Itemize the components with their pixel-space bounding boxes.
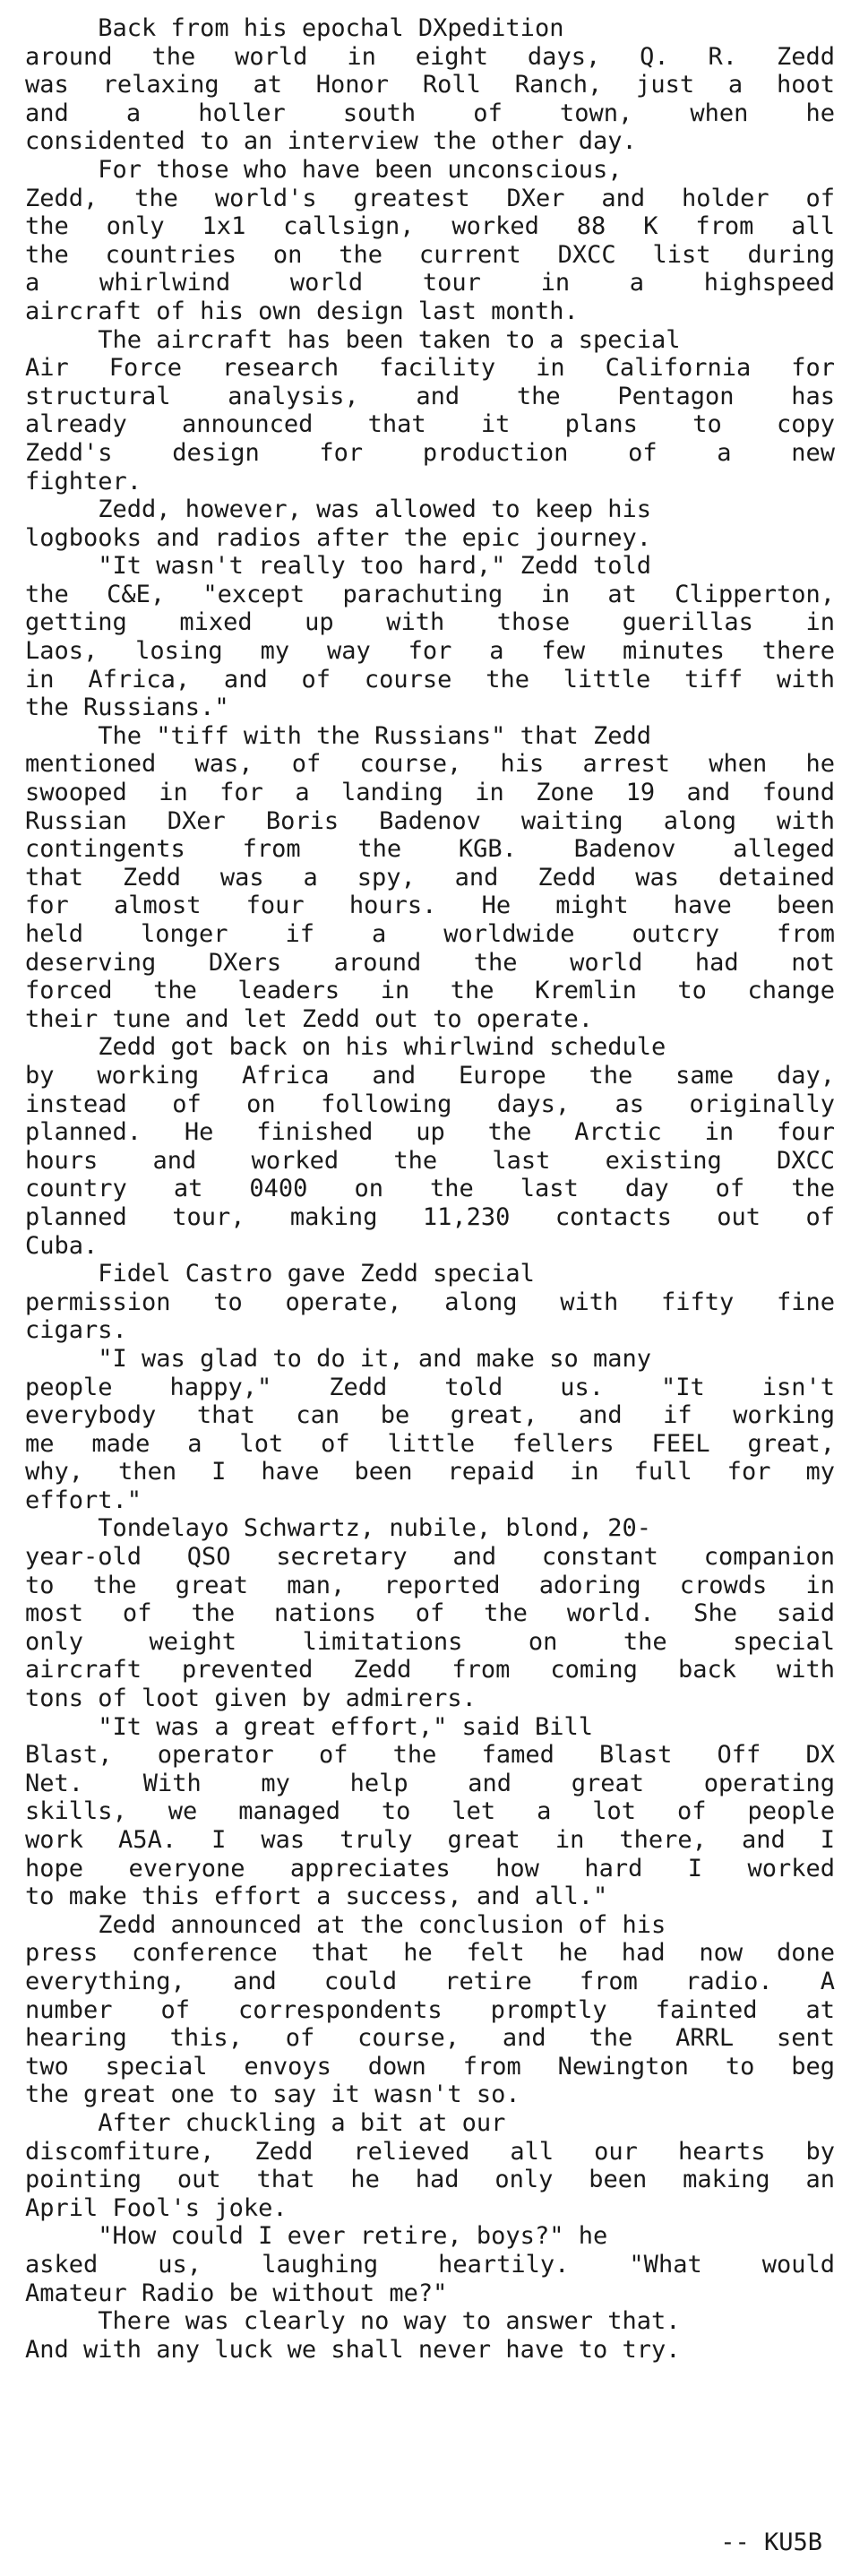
text-line: Zedd's design for production of a new bbox=[25, 438, 835, 467]
paragraph bbox=[25, 1033, 835, 1260]
text-line: work A5A. I was truly great in there, and I bbox=[25, 1826, 835, 1854]
text-line: people happy," Zedd told us. "It isn't bbox=[25, 1373, 835, 1401]
paragraph bbox=[25, 2222, 835, 2307]
text-line: hours and worked the last existing DXCC bbox=[25, 1146, 835, 1175]
text-line: forced the leaders in the Kremlin to change bbox=[25, 977, 835, 1005]
text-line: the C&E, "except parachuting in at Clipperton, bbox=[25, 580, 835, 608]
text-line: Zedd, however, was allowed to keep his bbox=[25, 495, 651, 524]
text-line: why, then I have been repaid in full for my bbox=[25, 1458, 835, 1486]
text-line: year-old QSO secretary and constant companion bbox=[25, 1543, 835, 1572]
paragraph bbox=[25, 1514, 835, 1712]
paragraph bbox=[25, 495, 835, 552]
text-line: Net. With my help and great operating bbox=[25, 1769, 835, 1797]
text-line: their tune and let Zedd out to operate. bbox=[25, 1004, 593, 1033]
paragraph bbox=[25, 1345, 835, 1515]
text-line: "It was a great effort," said Bill bbox=[25, 1712, 593, 1741]
text-line: hope everyone appreciates how hard I worked bbox=[25, 1854, 835, 1882]
text-line: Amateur Radio be without me?" bbox=[25, 2279, 448, 2307]
text-line: planned tour, making 11,230 contacts out of bbox=[25, 1202, 835, 1231]
paragraph bbox=[25, 2307, 835, 2364]
text-line: getting mixed up with those guerillas in bbox=[25, 608, 835, 637]
paragraph bbox=[25, 552, 835, 722]
text-line: permission to operate, along with fifty fine bbox=[25, 1288, 835, 1316]
text-line: considented to an interview the other day. bbox=[25, 127, 637, 156]
paragraph bbox=[25, 1911, 835, 2109]
text-line: fighter. bbox=[25, 467, 142, 495]
text-line: a whirlwind world tour in a highspeed bbox=[25, 269, 835, 297]
text-line: around the world in eight days, Q. R. Zedd bbox=[25, 42, 835, 71]
text-line: contingents from the KGB. Badenov alleged bbox=[25, 835, 835, 864]
text-line: swooped in for a landing in Zone 19 and found bbox=[25, 779, 835, 807]
text-line: aircraft prevented Zedd from coming back with bbox=[25, 1656, 835, 1684]
text-line: everybody that can be great, and if working bbox=[25, 1401, 835, 1430]
text-line: Russian DXer Boris Badenov waiting along with bbox=[25, 806, 835, 835]
paragraph bbox=[25, 326, 835, 496]
paragraph bbox=[25, 156, 835, 326]
text-line: April Fool's joke. bbox=[25, 2193, 288, 2222]
text-line: hearing this, of course, and the ARRL sent bbox=[25, 2024, 835, 2053]
text-line: number of correspondents promptly fainted at bbox=[25, 1995, 835, 2024]
text-line: Cuba. bbox=[25, 1231, 99, 1260]
text-line: already announced that it plans to copy bbox=[25, 410, 835, 439]
text-line: Air Force research facility in California for bbox=[25, 354, 835, 383]
text-line: And with any luck we shall never have to try. bbox=[25, 2335, 681, 2364]
paragraph bbox=[25, 1713, 835, 1911]
text-line: the only 1x1 callsign, worked 88 K from all bbox=[25, 212, 835, 241]
text-line: The "tiff with the Russians" that Zedd bbox=[25, 721, 651, 750]
text-line: Fidel Castro gave Zedd special bbox=[25, 1260, 535, 1288]
article-body bbox=[25, 14, 835, 2364]
text-line: held longer if a worldwide outcry from bbox=[25, 920, 835, 948]
text-line: skills, we managed to let a lot of people bbox=[25, 1797, 835, 1826]
text-line: for almost four hours. He might have been bbox=[25, 892, 835, 920]
text-line: deserving DXers around the world had not bbox=[25, 948, 835, 977]
text-line: For those who have been unconscious, bbox=[25, 155, 623, 184]
text-line: me made a lot of little fellers FEEL great, bbox=[25, 1429, 835, 1458]
text-line: Zedd, the world's greatest DXer and holder of bbox=[25, 184, 835, 212]
text-line: structural analysis, and the Pentagon has bbox=[25, 382, 835, 410]
text-line: asked us, laughing heartily. "What would bbox=[25, 2250, 835, 2279]
text-line: the countries on the current DXCC list during bbox=[25, 240, 835, 269]
text-line: press conference that he felt he had now done bbox=[25, 1939, 835, 1968]
text-line: to make this effort a success, and all." bbox=[25, 1882, 608, 1911]
text-line: "How could I ever retire, boys?" he bbox=[25, 2222, 608, 2251]
text-line: logbooks and radios after the epic journey. bbox=[25, 523, 651, 552]
text-line: tons of loot given by admirers. bbox=[25, 1684, 477, 1713]
text-line: two special envoys down from Newington to beg bbox=[25, 2052, 835, 2081]
text-line: country at 0400 on the last day of the bbox=[25, 1175, 835, 1203]
text-line: instead of on following days, as originally bbox=[25, 1090, 835, 1118]
text-line: only weight limitations on the special bbox=[25, 1627, 835, 1656]
text-line: Blast, operator of the famed Blast Off DX bbox=[25, 1741, 835, 1770]
text-line: effort." bbox=[25, 1486, 142, 1514]
text-line: to the great man, reported adoring crowds in bbox=[25, 1571, 835, 1599]
text-line: Laos, losing my way for a few minutes there bbox=[25, 637, 835, 666]
text-line: "I was glad to do it, and make so many bbox=[25, 1344, 651, 1373]
text-line: After chuckling a bit at our bbox=[25, 2108, 506, 2137]
text-line: discomfiture, Zedd relieved all our hearts by bbox=[25, 2137, 835, 2166]
paragraph bbox=[25, 1260, 835, 1345]
text-line: The aircraft has been taken to a special bbox=[25, 325, 681, 354]
paragraph bbox=[25, 722, 835, 1034]
author-signature: -- KU5B bbox=[720, 2529, 822, 2556]
text-line: "It wasn't really too hard," Zedd told bbox=[25, 552, 651, 581]
text-line: aircraft of his own design last month. bbox=[25, 297, 579, 325]
text-line: There was clearly no way to answer that. bbox=[25, 2307, 681, 2336]
text-line: that Zedd was a spy, and Zedd was detained bbox=[25, 863, 835, 892]
text-line: and a holler south of town, when he bbox=[25, 99, 835, 127]
text-line: mentioned was, of course, his arrest when he bbox=[25, 750, 835, 779]
text-line: was relaxing at Honor Roll Ranch, just a hoot bbox=[25, 71, 835, 99]
text-line: Zedd announced at the conclusion of his bbox=[25, 1910, 666, 1939]
text-line: Back from his epochal DXpedition bbox=[25, 14, 564, 42]
text-line: most of the nations of the world. She said bbox=[25, 1599, 835, 1628]
text-line: in Africa, and of course the little tiff with bbox=[25, 665, 835, 694]
text-line: the great one to say it wasn't so. bbox=[25, 2081, 520, 2109]
text-line: everything, and could retire from radio. A bbox=[25, 1967, 835, 1995]
paragraph bbox=[25, 2109, 835, 2222]
text-line: planned. He finished up the Arctic in four bbox=[25, 1118, 835, 1147]
text-line: pointing out that he had only been making an bbox=[25, 2166, 835, 2194]
text-line: the Russians." bbox=[25, 694, 229, 722]
text-line: Tondelayo Schwartz, nubile, blond, 20- bbox=[25, 1514, 651, 1543]
text-line: by working Africa and Europe the same day, bbox=[25, 1061, 835, 1090]
paragraph bbox=[25, 14, 835, 156]
text-line: cigars. bbox=[25, 1316, 127, 1345]
text-line: Zedd got back on his whirlwind schedule bbox=[25, 1033, 666, 1062]
